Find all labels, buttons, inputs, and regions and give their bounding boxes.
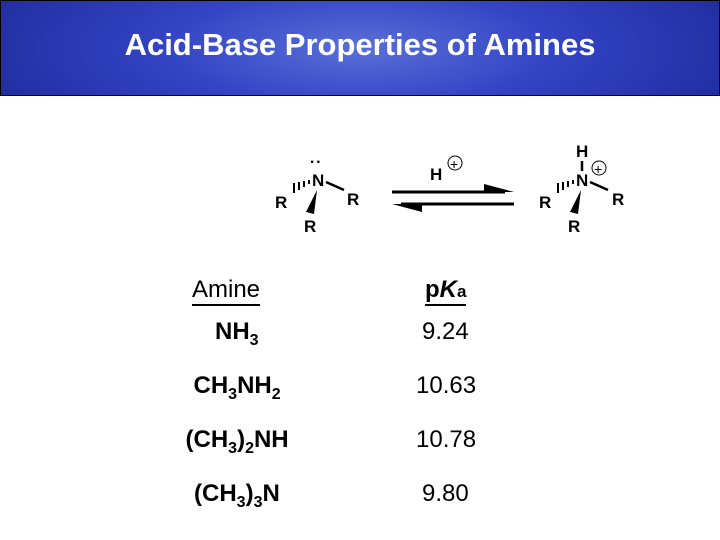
formula-text: NH	[215, 318, 250, 345]
pka-value: 9.24	[422, 318, 469, 345]
equilibrium	[392, 156, 514, 212]
formula-subscript: 3	[249, 332, 259, 349]
ammonium-r-bottom: R	[568, 217, 581, 236]
proton-charge: +	[450, 156, 459, 172]
amine-r-right: R	[347, 190, 360, 209]
ammonium-hashed-bond-left	[558, 180, 573, 193]
ammonium-wedge-bond-bottom	[570, 190, 581, 214]
wedge-bond-bottom	[306, 190, 317, 214]
formula-subscript: 3	[253, 494, 263, 511]
title-banner	[0, 0, 720, 96]
lone-pair-dots: :	[307, 159, 326, 165]
formula-text: N	[262, 480, 280, 507]
formula-text: )	[237, 426, 246, 453]
proton-h: H	[430, 165, 443, 184]
amine-formula	[185, 426, 289, 457]
formula-subscript: 2	[245, 440, 254, 457]
formula-text: NH	[237, 372, 272, 399]
ammonium-h: H	[576, 142, 589, 161]
formula-text: )	[245, 480, 254, 507]
ammonium-charge: +	[594, 161, 603, 177]
amine-r-left: R	[275, 193, 288, 212]
formula-text: (CH	[185, 426, 229, 453]
formula-text: CH	[193, 372, 229, 399]
pka-header-label	[425, 276, 466, 306]
pka-k: K	[439, 276, 458, 303]
ammonium-bond-right	[590, 182, 608, 190]
bond-right	[326, 182, 344, 190]
amine-column-header	[192, 276, 260, 304]
ammonium-nitrogen: N	[576, 171, 589, 190]
forward-arrow-head	[484, 184, 514, 192]
formula-subscript: 2	[271, 386, 281, 403]
ammonium-r-right: R	[612, 190, 625, 209]
pka-value: 10.63	[416, 372, 477, 399]
amine-nitrogen: N	[312, 171, 325, 190]
reverse-arrow-head	[392, 204, 422, 212]
pka-value: 9.80	[422, 480, 469, 507]
formula-text: (CH	[194, 480, 237, 507]
pka-value: 10.78	[416, 426, 477, 453]
amine-formula	[193, 372, 281, 403]
amine-base-structure	[275, 159, 359, 236]
slide-title: Acid-Base Properties of Amines	[124, 27, 596, 62]
ammonium-structure	[539, 142, 624, 236]
amine-formula	[215, 318, 259, 349]
amine-r-bottom: R	[304, 217, 317, 236]
pka-column-header	[425, 276, 466, 304]
reaction-scheme	[260, 130, 660, 240]
amine-header-label: Amine	[192, 276, 260, 306]
ammonium-r-left: R	[539, 193, 552, 212]
amine-formula	[194, 480, 280, 511]
formula-subscript: 3	[228, 386, 238, 403]
hashed-bond-left	[294, 180, 309, 193]
formula-text: NH	[253, 426, 289, 453]
formula-subscript: 3	[228, 440, 238, 457]
pka-p: p	[425, 276, 440, 303]
formula-subscript: 3	[236, 494, 246, 511]
pka-a: a	[457, 282, 467, 301]
